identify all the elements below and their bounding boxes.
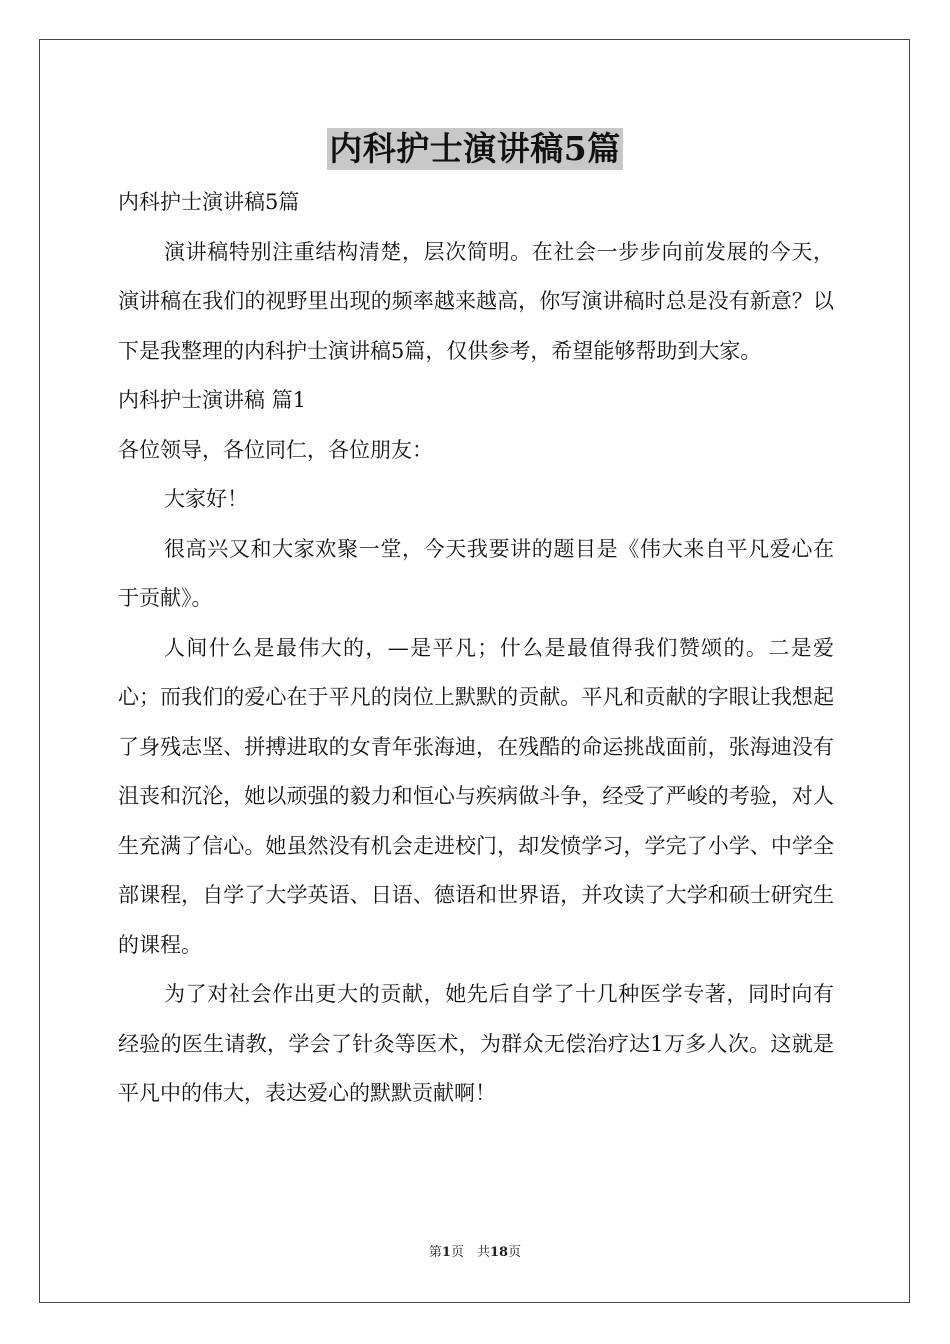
document-title: 内科护士演讲稿5篇: [329, 129, 621, 168]
page-footer: [0, 1244, 950, 1262]
greeting: 大家好！: [164, 487, 248, 511]
body-paragraph: 人间什么是最伟大的，—是平凡；什么是最值得我们赞颂的。二是爱心；而我们的爱心在于平凡的岗位上默默的贡献。平凡和贡献的字眼让我想起了身残志坚、拼搏进取的女青年张海迪，在残酷的命运挑战面前，张海迪没有沮丧和沉沦，她以顽强的毅力和恒心与疾病做斗争，经受了严峻的考验，对人生充满了信心。她虽然没有机会走进校门，却发愤学习，学完了小学、中学全部课程，自学了大学英语、日语、德语和世界语，并攻读了大学和硕士研究生的课程。: [118, 635, 834, 957]
body-paragraph: 很高兴又和大家欢聚一堂，今天我要讲的题目是《伟大来自平凡爱心在于贡献》。: [118, 536, 834, 610]
footer-page-mid: 页 共: [450, 1245, 490, 1260]
document-body: [118, 178, 834, 1119]
document-subtitle: 内科护士演讲稿5篇: [118, 190, 300, 214]
footer-page-total: 18: [489, 1245, 509, 1260]
section-heading: 内科护士演讲稿 篇1: [118, 388, 307, 412]
title-container: [0, 128, 950, 170]
salutation: 各位领导，各位同仁，各位朋友：: [118, 437, 433, 462]
footer-page-current: 1: [441, 1245, 451, 1260]
footer-page-suffix: 页: [508, 1245, 522, 1260]
body-paragraph: 为了对社会作出更大的贡献，她先后自学了十几种医学专著，同时向有经验的医生请教，学会了针灸等医术，为群众无偿治疗达1万多人次。这就是平凡中的伟大，表达爱心的默默贡献啊！: [118, 982, 834, 1105]
footer-page-prefix: 第: [428, 1245, 442, 1260]
intro-paragraph: 演讲稿特别注重结构清楚，层次简明。在社会一步步向前发展的今天，演讲稿在我们的视野里出现的频率越来越高，你写演讲稿时总是没有新意？以下是我整理的内科护士演讲稿5篇，仅供参考，希望能够帮助到大家。: [118, 239, 834, 363]
